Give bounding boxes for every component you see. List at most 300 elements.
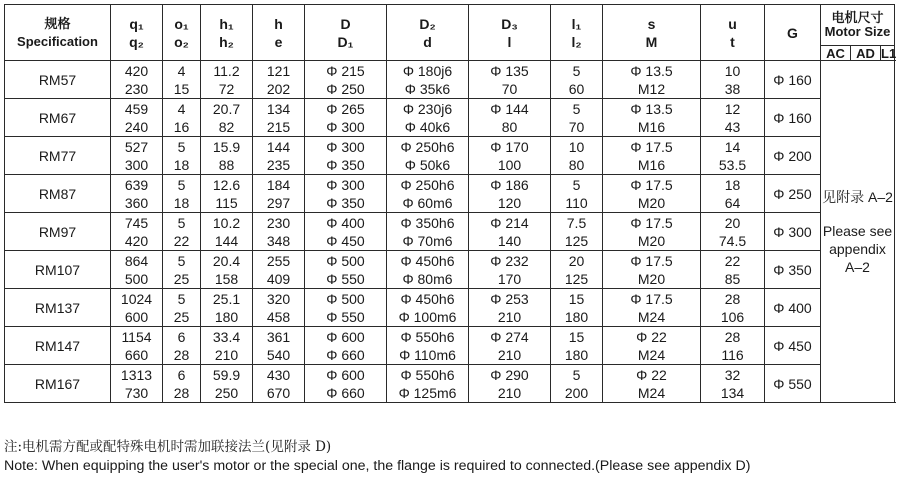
cell-value: 110 bbox=[565, 194, 588, 211]
cell-value: 28 bbox=[173, 384, 190, 401]
cell-value: Φ 17.5 bbox=[630, 214, 673, 231]
cell-value: 527 bbox=[124, 138, 149, 155]
cell-value: 745 bbox=[124, 214, 149, 231]
dimension-cell bbox=[603, 99, 701, 137]
header-l1-l2: l₁ l₂ bbox=[551, 5, 603, 61]
dimension-cell bbox=[387, 327, 469, 365]
dimension-cell bbox=[551, 365, 603, 403]
cell-value: Φ 40k6 bbox=[404, 118, 451, 135]
cell-value: 38 bbox=[724, 80, 741, 97]
cell-value: 80 bbox=[501, 118, 518, 135]
cell-value: 459 bbox=[124, 100, 149, 117]
cell-value: Φ 17.5 bbox=[630, 252, 673, 269]
g-cell: Φ 160 bbox=[765, 99, 821, 137]
cell-value: 15 bbox=[173, 80, 190, 97]
cell-value: Φ 60m6 bbox=[402, 194, 453, 211]
g-cell: Φ 160 bbox=[765, 61, 821, 99]
dimension-cell bbox=[551, 289, 603, 327]
specification-table bbox=[4, 4, 895, 403]
dimension-cell bbox=[603, 213, 701, 251]
dimension-cell bbox=[305, 327, 387, 365]
g-cell: Φ 250 bbox=[765, 175, 821, 213]
cell-value: Φ 110m6 bbox=[399, 346, 456, 363]
dimension-cell bbox=[551, 327, 603, 365]
cell-value: 5 bbox=[177, 214, 186, 231]
header-motor-size: 电机尺寸 Motor Size bbox=[821, 5, 895, 46]
cell-value: 116 bbox=[721, 346, 744, 363]
cell-value: 348 bbox=[266, 232, 291, 249]
cell-value: M16 bbox=[637, 156, 666, 173]
cell-value: Φ 600 bbox=[326, 328, 365, 345]
motor-note-english: Please see appendix A–2 bbox=[822, 222, 893, 275]
header-g: G bbox=[765, 5, 821, 61]
dimension-cell bbox=[201, 289, 253, 327]
cell-value: 70 bbox=[568, 118, 585, 135]
model-name: RM97 bbox=[5, 213, 111, 251]
cell-value: 22 bbox=[724, 252, 741, 269]
cell-value: 180 bbox=[214, 308, 239, 325]
table-row bbox=[5, 213, 895, 251]
dimension-cell bbox=[603, 137, 701, 175]
cell-value: 88 bbox=[218, 156, 235, 173]
cell-value: 5 bbox=[572, 176, 581, 193]
motor-note-chinese: 见附录 A–2 bbox=[822, 188, 893, 205]
cell-value: M20 bbox=[637, 232, 666, 249]
dimension-cell bbox=[551, 137, 603, 175]
dimension-cell bbox=[387, 365, 469, 403]
cell-value: 10 bbox=[568, 138, 585, 155]
cell-value: Φ 22 bbox=[636, 366, 667, 383]
table-row bbox=[5, 289, 895, 327]
cell-value: Φ 180j6 bbox=[402, 62, 453, 79]
cell-value: 458 bbox=[266, 308, 291, 325]
dimension-cell bbox=[201, 251, 253, 289]
dimension-cell bbox=[111, 251, 163, 289]
g-cell: Φ 300 bbox=[765, 213, 821, 251]
cell-value: Φ 400 bbox=[326, 214, 365, 231]
cell-value: 134 bbox=[720, 384, 745, 401]
cell-value: 200 bbox=[564, 384, 589, 401]
cell-value: 158 bbox=[214, 270, 239, 287]
dimension-cell bbox=[253, 251, 305, 289]
g-cell: Φ 450 bbox=[765, 327, 821, 365]
cell-value: Φ 300 bbox=[326, 118, 365, 135]
cell-value: Φ 232 bbox=[490, 252, 529, 269]
cell-value: 115 bbox=[215, 194, 238, 211]
cell-value: Φ 450h6 bbox=[400, 252, 455, 269]
model-name: RM107 bbox=[5, 251, 111, 289]
dimension-cell bbox=[201, 61, 253, 99]
cell-value: 28 bbox=[724, 328, 741, 345]
dimension-cell bbox=[305, 61, 387, 99]
dimension-cell bbox=[701, 137, 765, 175]
cell-value: 5 bbox=[572, 62, 581, 79]
dimension-cell bbox=[163, 251, 201, 289]
cell-value: 64 bbox=[724, 194, 741, 211]
cell-value: 230 bbox=[124, 80, 149, 97]
cell-value: Φ 125m6 bbox=[398, 384, 457, 401]
cell-value: Φ 450h6 bbox=[400, 290, 455, 307]
table-row bbox=[5, 175, 895, 213]
cell-value: 32 bbox=[724, 366, 741, 383]
cell-value: 125 bbox=[564, 270, 589, 287]
dimension-cell bbox=[469, 213, 551, 251]
cell-value: 600 bbox=[124, 308, 149, 325]
dimension-cell bbox=[701, 175, 765, 213]
cell-value: 361 bbox=[266, 328, 291, 345]
dimension-cell bbox=[387, 213, 469, 251]
cell-value: 100 bbox=[497, 156, 522, 173]
dimension-cell bbox=[201, 213, 253, 251]
cell-value: Φ 500 bbox=[326, 252, 365, 269]
dimension-cell bbox=[305, 99, 387, 137]
cell-value: 210 bbox=[497, 308, 522, 325]
cell-value: M24 bbox=[637, 346, 666, 363]
cell-value: 70 bbox=[501, 80, 518, 97]
header-d2-d: D₂ d bbox=[387, 5, 469, 61]
dimension-cell bbox=[469, 137, 551, 175]
cell-value: Φ 250h6 bbox=[400, 176, 455, 193]
cell-value: 25 bbox=[173, 308, 190, 325]
cell-value: Φ 550 bbox=[326, 270, 365, 287]
header-o: o₁ o₂ bbox=[163, 5, 201, 61]
cell-value: Φ 300 bbox=[326, 138, 365, 155]
cell-value: 184 bbox=[266, 176, 291, 193]
header-q: q₁ q₂ bbox=[111, 5, 163, 61]
dimension-cell bbox=[387, 137, 469, 175]
cell-value: 144 bbox=[266, 138, 291, 155]
cell-value: Φ 170 bbox=[490, 138, 529, 155]
footnote-english: Note: When equipping the user's motor or the special one, the flange is required to connected.(Please see appendix D) bbox=[4, 458, 751, 474]
dimension-cell bbox=[551, 175, 603, 213]
cell-value: Φ 550h6 bbox=[400, 328, 455, 345]
cell-value: Φ 50k6 bbox=[404, 156, 451, 173]
cell-value: M20 bbox=[637, 270, 666, 287]
cell-value: 4 bbox=[177, 62, 186, 79]
dimension-cell bbox=[111, 99, 163, 137]
cell-value: 4 bbox=[177, 100, 186, 117]
cell-value: 28 bbox=[173, 346, 190, 363]
cell-value: 5 bbox=[572, 366, 581, 383]
cell-value: Φ 13.5 bbox=[630, 62, 673, 79]
dimension-cell bbox=[603, 175, 701, 213]
g-cell: Φ 200 bbox=[765, 137, 821, 175]
dimension-cell bbox=[469, 175, 551, 213]
cell-value: 20 bbox=[568, 252, 585, 269]
cell-value: 420 bbox=[124, 62, 149, 79]
cell-value: 210 bbox=[497, 384, 522, 401]
cell-value: Φ 186 bbox=[490, 176, 529, 193]
cell-value: 7.5 bbox=[566, 214, 587, 231]
dimension-cell bbox=[253, 289, 305, 327]
cell-value: 43 bbox=[724, 118, 741, 135]
model-name: RM137 bbox=[5, 289, 111, 327]
dimension-cell bbox=[387, 99, 469, 137]
cell-value: 170 bbox=[497, 270, 522, 287]
cell-value: 140 bbox=[497, 232, 522, 249]
g-cell: Φ 400 bbox=[765, 289, 821, 327]
dimension-cell bbox=[603, 251, 701, 289]
cell-value: 25.1 bbox=[212, 290, 241, 307]
cell-value: M16 bbox=[637, 118, 666, 135]
model-name: RM57 bbox=[5, 61, 111, 99]
header-h-e: h e bbox=[253, 5, 305, 61]
cell-value: 20.4 bbox=[212, 252, 241, 269]
cell-value: 180 bbox=[564, 346, 589, 363]
cell-value: 60 bbox=[568, 80, 585, 97]
cell-value: M24 bbox=[637, 308, 666, 325]
dimension-cell bbox=[551, 251, 603, 289]
cell-value: 255 bbox=[266, 252, 291, 269]
dimension-cell bbox=[469, 365, 551, 403]
cell-value: 120 bbox=[497, 194, 522, 211]
cell-value: 6 bbox=[177, 328, 186, 345]
cell-value: 215 bbox=[266, 118, 291, 135]
dimension-cell bbox=[253, 61, 305, 99]
dimension-cell bbox=[701, 61, 765, 99]
dimension-cell bbox=[305, 289, 387, 327]
cell-value: 5 bbox=[177, 252, 186, 269]
dimension-cell bbox=[469, 327, 551, 365]
dimension-cell bbox=[603, 289, 701, 327]
header-l1: L1 bbox=[881, 45, 897, 61]
dimension-cell bbox=[111, 137, 163, 175]
cell-value: 5 bbox=[177, 176, 186, 193]
cell-value: 180 bbox=[564, 308, 589, 325]
dimension-cell bbox=[163, 137, 201, 175]
cell-value: Φ 550 bbox=[326, 308, 365, 325]
model-name: RM167 bbox=[5, 365, 111, 403]
dimension-cell bbox=[701, 251, 765, 289]
cell-value: Φ 290 bbox=[490, 366, 529, 383]
header-ad: AD bbox=[851, 46, 881, 61]
cell-value: Φ 100m6 bbox=[398, 308, 457, 325]
cell-value: 72 bbox=[218, 80, 235, 97]
cell-value: Φ 500 bbox=[326, 290, 365, 307]
cell-value: 11.2 bbox=[213, 62, 240, 79]
cell-value: 210 bbox=[497, 346, 522, 363]
cell-value: Φ 35k6 bbox=[404, 80, 451, 97]
cell-value: 59.9 bbox=[212, 366, 241, 383]
header-s-m: s M bbox=[603, 5, 701, 61]
cell-value: 6 bbox=[177, 366, 186, 383]
cell-value: 409 bbox=[266, 270, 291, 287]
dimension-cell bbox=[253, 99, 305, 137]
dimension-cell bbox=[163, 99, 201, 137]
dimension-cell bbox=[111, 61, 163, 99]
header-ac: AC bbox=[821, 46, 851, 61]
dimension-cell bbox=[253, 213, 305, 251]
header-d3-l: D₃ l bbox=[469, 5, 551, 61]
cell-value: 25 bbox=[173, 270, 190, 287]
cell-value: Φ 660 bbox=[326, 346, 365, 363]
cell-value: 500 bbox=[124, 270, 149, 287]
cell-value: 15.9 bbox=[212, 138, 241, 155]
cell-value: 15 bbox=[568, 328, 585, 345]
cell-value: 12 bbox=[724, 100, 741, 117]
cell-value: 20.7 bbox=[212, 100, 241, 117]
table-row bbox=[5, 61, 895, 99]
header-d-d1: D D₁ bbox=[305, 5, 387, 61]
footnote-chinese: 注:电机需方配或配特殊电机时需加联接法兰(见附录 D) bbox=[4, 439, 332, 455]
dimension-cell bbox=[551, 61, 603, 99]
header-u-t: u t bbox=[701, 5, 765, 61]
dimension-cell bbox=[603, 365, 701, 403]
dimension-cell bbox=[305, 365, 387, 403]
dimension-cell bbox=[305, 137, 387, 175]
table-row bbox=[5, 365, 895, 403]
dimension-cell bbox=[111, 365, 163, 403]
dimension-cell bbox=[201, 137, 253, 175]
cell-value: 639 bbox=[124, 176, 149, 193]
cell-value: 5 bbox=[177, 290, 186, 307]
cell-value: Φ 22 bbox=[636, 328, 667, 345]
cell-value: Φ 274 bbox=[490, 328, 529, 345]
model-name: RM147 bbox=[5, 327, 111, 365]
cell-value: 18 bbox=[724, 176, 741, 193]
dimension-cell bbox=[701, 213, 765, 251]
cell-value: Φ 250h6 bbox=[400, 138, 455, 155]
cell-value: 730 bbox=[124, 384, 149, 401]
cell-value: Φ 300 bbox=[326, 176, 365, 193]
dimension-cell bbox=[111, 327, 163, 365]
dimension-cell bbox=[163, 213, 201, 251]
dimension-cell bbox=[163, 175, 201, 213]
cell-value: 80 bbox=[568, 156, 585, 173]
cell-value: Φ 250 bbox=[326, 80, 365, 97]
table-row bbox=[5, 251, 895, 289]
cell-value: 1313 bbox=[120, 366, 153, 383]
dimension-cell bbox=[469, 99, 551, 137]
cell-value: Φ 70m6 bbox=[402, 232, 453, 249]
dimension-cell bbox=[163, 327, 201, 365]
cell-value: 18 bbox=[173, 194, 190, 211]
cell-value: Φ 17.5 bbox=[630, 138, 673, 155]
cell-value: 202 bbox=[266, 80, 291, 97]
dimension-cell bbox=[111, 289, 163, 327]
cell-value: Φ 660 bbox=[326, 384, 365, 401]
dimension-cell bbox=[201, 327, 253, 365]
cell-value: M20 bbox=[637, 194, 666, 211]
cell-value: Φ 350 bbox=[326, 194, 365, 211]
cell-value: 15 bbox=[568, 290, 585, 307]
model-name: RM67 bbox=[5, 99, 111, 137]
dimension-cell bbox=[387, 251, 469, 289]
dimension-cell bbox=[201, 175, 253, 213]
cell-value: 125 bbox=[564, 232, 589, 249]
cell-value: 53.5 bbox=[718, 156, 747, 173]
cell-value: 660 bbox=[124, 346, 149, 363]
g-cell: Φ 550 bbox=[765, 365, 821, 403]
model-name: RM87 bbox=[5, 175, 111, 213]
cell-value: Φ 17.5 bbox=[630, 176, 673, 193]
cell-value: 864 bbox=[124, 252, 149, 269]
cell-value: 670 bbox=[266, 384, 291, 401]
dimension-cell bbox=[163, 61, 201, 99]
cell-value: Φ 230j6 bbox=[402, 100, 453, 117]
cell-value: 18 bbox=[173, 156, 190, 173]
cell-value: 144 bbox=[214, 232, 239, 249]
cell-value: 250 bbox=[214, 384, 239, 401]
cell-value: Φ 450 bbox=[326, 232, 365, 249]
dimension-cell bbox=[253, 327, 305, 365]
dimension-cell bbox=[551, 99, 603, 137]
dimension-cell bbox=[253, 175, 305, 213]
cell-value: 297 bbox=[266, 194, 291, 211]
cell-value: 360 bbox=[124, 194, 149, 211]
cell-value: 20 bbox=[724, 214, 741, 231]
cell-value: Φ 80m6 bbox=[402, 270, 453, 287]
cell-value: 10.2 bbox=[212, 214, 241, 231]
cell-value: 430 bbox=[266, 366, 291, 383]
cell-value: Φ 144 bbox=[490, 100, 529, 117]
cell-value: 106 bbox=[720, 308, 745, 325]
dimension-cell bbox=[111, 213, 163, 251]
cell-value: M24 bbox=[637, 384, 666, 401]
dimension-cell bbox=[201, 99, 253, 137]
dimension-cell bbox=[387, 61, 469, 99]
cell-value: Φ 265 bbox=[326, 100, 365, 117]
cell-value: 33.4 bbox=[212, 328, 241, 345]
cell-value: 420 bbox=[124, 232, 149, 249]
cell-value: 300 bbox=[124, 156, 149, 173]
table-row bbox=[5, 327, 895, 365]
cell-value: 1154 bbox=[121, 328, 152, 345]
header-h1-h2: h₁ h₂ bbox=[201, 5, 253, 61]
dimension-cell bbox=[387, 289, 469, 327]
dimension-cell bbox=[201, 365, 253, 403]
model-name: RM77 bbox=[5, 137, 111, 175]
cell-value: 210 bbox=[214, 346, 239, 363]
cell-value: 82 bbox=[218, 118, 235, 135]
dimension-cell bbox=[701, 99, 765, 137]
cell-value: 5 bbox=[572, 100, 581, 117]
table-row bbox=[5, 99, 895, 137]
cell-value: 74.5 bbox=[718, 232, 747, 249]
dimension-cell bbox=[305, 175, 387, 213]
dimension-cell bbox=[603, 61, 701, 99]
cell-value: 230 bbox=[266, 214, 291, 231]
dimension-cell bbox=[163, 365, 201, 403]
motor-size-note bbox=[821, 61, 895, 403]
g-cell: Φ 350 bbox=[765, 251, 821, 289]
dimension-cell bbox=[701, 327, 765, 365]
cell-value: Φ 253 bbox=[490, 290, 529, 307]
cell-value: Φ 17.5 bbox=[630, 290, 673, 307]
dimension-cell bbox=[387, 175, 469, 213]
cell-value: 85 bbox=[724, 270, 741, 287]
dimension-cell bbox=[551, 213, 603, 251]
cell-value: M12 bbox=[637, 80, 666, 97]
cell-value: 5 bbox=[177, 138, 186, 155]
dimension-cell bbox=[701, 289, 765, 327]
cell-value: Φ 215 bbox=[326, 62, 365, 79]
cell-value: Φ 350 bbox=[326, 156, 365, 173]
cell-value: 121 bbox=[266, 62, 291, 79]
dimension-cell bbox=[305, 251, 387, 289]
dimension-cell bbox=[469, 61, 551, 99]
dimension-cell bbox=[469, 251, 551, 289]
dimension-cell bbox=[603, 327, 701, 365]
cell-value: 134 bbox=[266, 100, 291, 117]
cell-value: 10 bbox=[724, 62, 741, 79]
cell-value: 235 bbox=[266, 156, 291, 173]
cell-value: 240 bbox=[124, 118, 149, 135]
cell-value: 540 bbox=[266, 346, 291, 363]
dimension-cell bbox=[305, 213, 387, 251]
dimension-cell bbox=[253, 365, 305, 403]
cell-value: Φ 135 bbox=[490, 62, 529, 79]
